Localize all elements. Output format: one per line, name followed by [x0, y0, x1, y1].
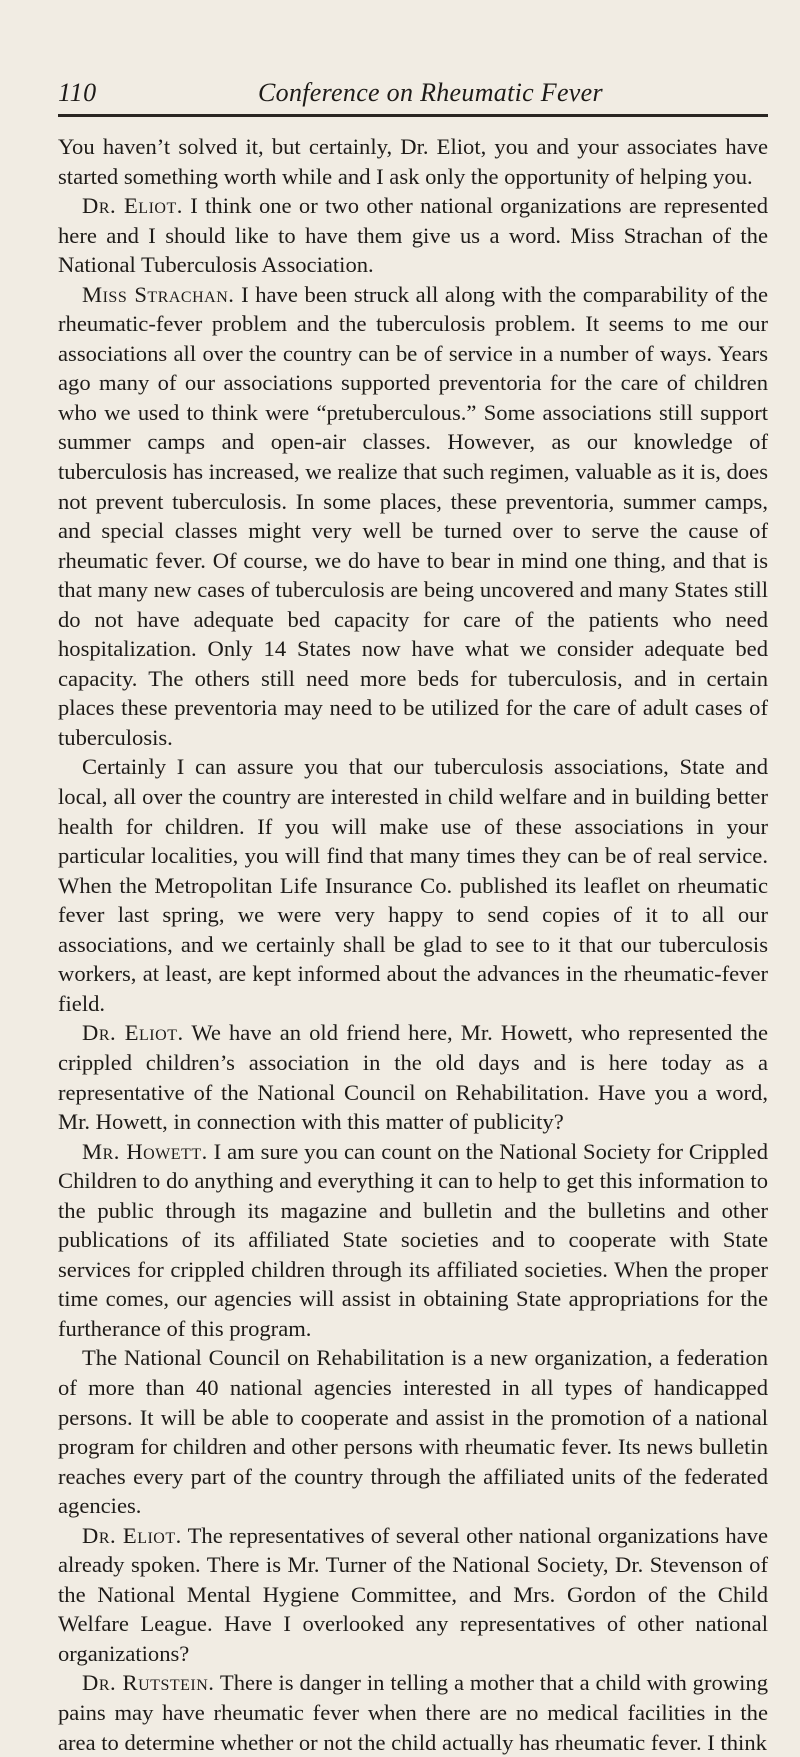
paragraph-text: You haven’t solved it, but certainly, Dr. Eliot, you and your associates have started something worth while and I ask only the opportunity of helping you.: [58, 134, 768, 189]
running-title: Conference on Rheumatic Fever: [258, 78, 603, 107]
paragraph: [58, 132, 768, 191]
paragraph-text: I think one or two other national organizations are represented here and I should like to have them give us a word. Miss Strachan of the National Tuberculosis Association.: [58, 193, 769, 278]
paragraph: [58, 191, 768, 280]
paragraph: [58, 1668, 768, 1757]
speaker-name: Dr. Rutstein.: [82, 1670, 215, 1696]
speaker-name: Dr. Eliot.: [82, 193, 183, 219]
paragraph-text: We have an old friend here, Mr. Howett, who represented the crippled children’s association in the old days and is here today as a representative of the National Council on Rehabilitation. Have you a word, Mr. Howett, in connection with this matter of publicity?: [58, 1020, 768, 1135]
paragraph: [58, 1137, 768, 1344]
paragraph: [58, 1018, 768, 1136]
paragraph-text: The National Council on Rehabilitation is a new organization, a federation of more than 40 national agencies interested in all types of handicapped persons. It will be able to cooperate and assist in the promotion of a national program for children and other persons with rheumatic fever. Its news bulletin reaches every part of the country through the affiliated units of the federated agencies.: [58, 1345, 768, 1519]
paragraph: [58, 280, 768, 753]
speaker-name: Dr. Eliot.: [82, 1522, 182, 1548]
body-text: [58, 132, 768, 1757]
speaker-name: Dr. Eliot.: [82, 1020, 184, 1046]
paragraph: [58, 1343, 768, 1520]
paragraph-text: I am sure you can count on the National Society for Crippled Children to do anything and everything it can to help to get this information to the public through its magazine and bulletin and the bulletins and other publications of its affiliated State societies and to cooperate with State services for crippled children through its affiliated societies. When the proper time comes, our agencies will assist in obtaining State appropriations for the furtherance of this program.: [58, 1138, 769, 1341]
paragraph: [58, 1521, 768, 1669]
paragraph-text: I have been struck all along with the comparability of the rheumatic-fever problem and the tuberculosis problem. It seems to me our associations all over the country can be of service in a number of ways. Years ago many of our associations supported preventoria for the care of children who we used to think were “pretuberculous.” Some associations still support summer camps and open-air classes. However, as our knowledge of tuberculosis has increased, we realize that such regimen, valuable as it is, does not prevent tuberculosis. In some places, these preventoria, summer camps, and special classes might very well be turned over to serve the cause of rheumatic fever. Of course, we do have to bear in mind one thing, and that is that many new cases of tuberculosis are being uncovered and many States still do not have adequate bed capacity for care of the patients who need hospitalization. Only 14 States now have what we consider adequate bed capacity. The others still need more beds for tuberculosis, and in certain places these preventoria may need to be utilized for the care of adult cases of tuberculosis.: [58, 281, 769, 750]
running-header: [58, 78, 768, 112]
paragraph-text: Certainly I can assure you that our tuberculosis associations, State and local, all over the country are interested in child welfare and in building better health for children. If you will make use of these associations in your particular localities, you will find that many times they can be of real service. When the Metropolitan Life Insurance Co. published its leaflet on rheumatic fever last spring, we were very happy to send copies of it to all our associations, and we certainly shall be glad to see to it that our tuberculosis workers, at least, are kept informed about the advances in the rheumatic-fever field.: [58, 754, 768, 1016]
speaker-name: Mr. Howett.: [82, 1138, 208, 1164]
paragraph-text: The representatives of several other national organizations have already spoken. There is Mr. Turner of the National Society, Dr. Stevenson of the National Mental Hygiene Committee, and Mrs. Gordon of the Child Welfare League. Have I overlooked any representatives of other national organizations?: [58, 1522, 769, 1666]
page-number: 110: [58, 78, 97, 107]
paragraph-text: There is danger in telling a mother that a child with growing pains may have rheumatic fever when there are no medical facilities in the area to determine whether or not the child actually has rheumatic fever. I think: [58, 1670, 768, 1755]
header-rule: [58, 114, 768, 117]
speaker-name: Miss Strachan.: [82, 281, 235, 307]
paragraph: [58, 752, 768, 1018]
